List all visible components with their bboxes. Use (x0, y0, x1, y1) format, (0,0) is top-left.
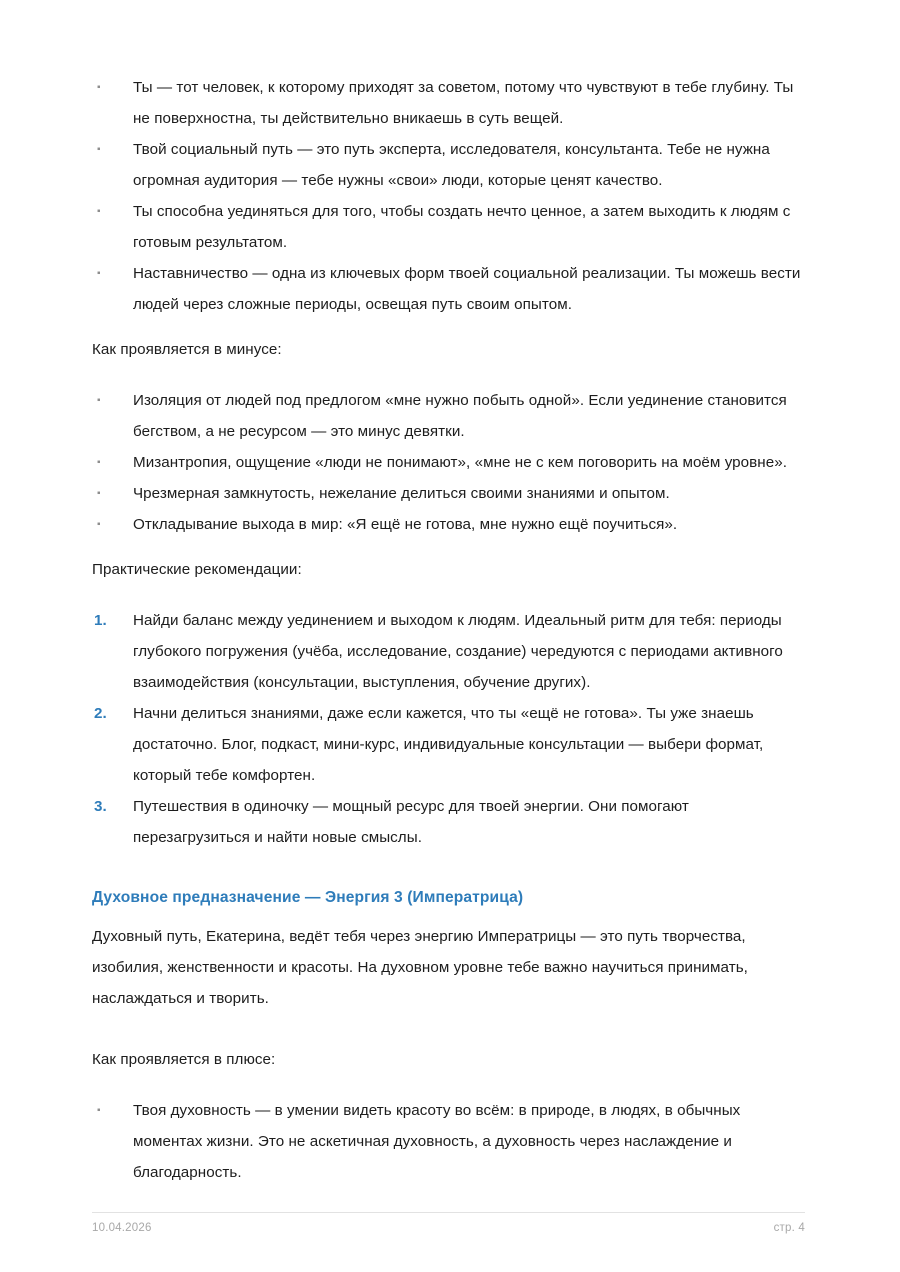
minus-label: Как проявляется в минусе: (92, 341, 282, 358)
minus-bullet-list (92, 385, 806, 540)
list-item (92, 385, 806, 447)
list-item-text: Наставничество — одна из ключевых форм твоей социальной реализации. Ты можешь вести людей через сложные периоды, освещая путь своим опытом. (133, 265, 801, 313)
bullet-icon: ▪ (97, 268, 101, 279)
list-marker: 1. (94, 612, 107, 629)
list-item-text: Мизантропия, ощущение «люди не понимают», «мне не с кем поговорить на моём уровне». (133, 454, 787, 471)
list-item (92, 478, 806, 509)
plus-bullet-list-top (92, 72, 806, 320)
spacer (92, 853, 806, 883)
list-marker: 3. (94, 798, 107, 815)
footer-date: 10.04.2026 (92, 1222, 152, 1234)
list-item-text: Начни делиться знаниями, даже если кажется, что ты «ещё не готова». Ты уже знаешь достаточно. Блог, подкаст, мини-курс, индивидуальные консультации — выбери формат, который тебе комфортен. (133, 705, 764, 784)
bullet-icon: ▪ (97, 206, 101, 217)
footer-page-number: стр. 4 (773, 1222, 805, 1234)
list-item (92, 134, 806, 196)
bullet-icon: ▪ (97, 488, 101, 499)
list-item (92, 72, 806, 134)
bullet-icon: ▪ (97, 457, 101, 468)
spacer (92, 1075, 806, 1095)
list-item-text: Откладывание выхода в мир: «Я ещё не готова, мне нужно ещё поучиться». (133, 516, 678, 533)
recommendations-list (92, 605, 806, 853)
list-item-text: Путешествия в одиночку — мощный ресурс для твоей энергии. Они помогают перезагрузиться и найти новые смыслы. (133, 798, 689, 846)
list-item-text: Ты способна уединяться для того, чтобы создать нечто ценное, а затем выходить к людям с готовым результатом. (133, 203, 791, 251)
spacer (92, 913, 806, 921)
plus-bullet-list-bottom (92, 1095, 806, 1188)
list-item-text: Найди баланс между уединением и выходом к людям. Идеальный ритм для тебя: периоды глубокого погружения (учёба, исследование, создание) чередуются с периодами активного взаимодействия (консультации, выступления, обучение других). (133, 612, 783, 691)
spacer (92, 540, 806, 554)
bullet-icon: ▪ (97, 395, 101, 406)
list-item (92, 509, 806, 540)
section-heading: Духовное предназначение — Энергия 3 (Императрица) (92, 889, 524, 906)
section-intro-paragraph: Духовный путь, Екатерина, ведёт тебя через энергию Императрицы — это путь творчества, изобилия, женственности и красоты. На духовном уровне тебе важно научиться принимать, наслаждаться и творить. (92, 928, 748, 1007)
list-item-text: Изоляция от людей под предлогом «мне нужно побыть одной». Если уединение становится бегством, а не ресурсом — это минус девятки. (133, 392, 787, 440)
list-item (92, 1095, 806, 1188)
list-item-text: Твоя духовность — в умении видеть красоту во всём: в природе, в людях, в обычных моментах жизни. Это не аскетичная духовность, а духовность через наслаждение и благодарность. (133, 1102, 741, 1181)
list-item-text: Ты — тот человек, к которому приходят за советом, потому что чувствуют в тебе глубину. Ты не поверхностна, ты действительно вникаешь в суть вещей. (133, 79, 794, 127)
recommendations-label: Практические рекомендации: (92, 561, 302, 578)
spacer (92, 585, 806, 605)
page-footer (92, 1212, 805, 1234)
page-content (92, 72, 806, 1188)
list-item (92, 791, 806, 853)
spacer (92, 365, 806, 385)
list-item (92, 447, 806, 478)
list-item (92, 258, 806, 320)
list-item (92, 698, 806, 791)
list-marker: 2. (94, 705, 107, 722)
list-item-text: Твой социальный путь — это путь эксперта, исследователя, консультанта. Тебе не нужна огромная аудитория — тебе нужны «свои» люди, которые ценят качество. (133, 141, 770, 189)
bullet-icon: ▪ (97, 1105, 101, 1116)
list-item (92, 605, 806, 698)
bullet-icon: ▪ (97, 82, 101, 93)
list-item (92, 196, 806, 258)
bullet-icon: ▪ (97, 519, 101, 530)
plus-label: Как проявляется в плюсе: (92, 1051, 276, 1068)
spacer (92, 1014, 806, 1044)
bullet-icon: ▪ (97, 144, 101, 155)
spacer (92, 320, 806, 334)
list-item-text: Чрезмерная замкнутость, нежелание делиться своими знаниями и опытом. (133, 485, 670, 502)
